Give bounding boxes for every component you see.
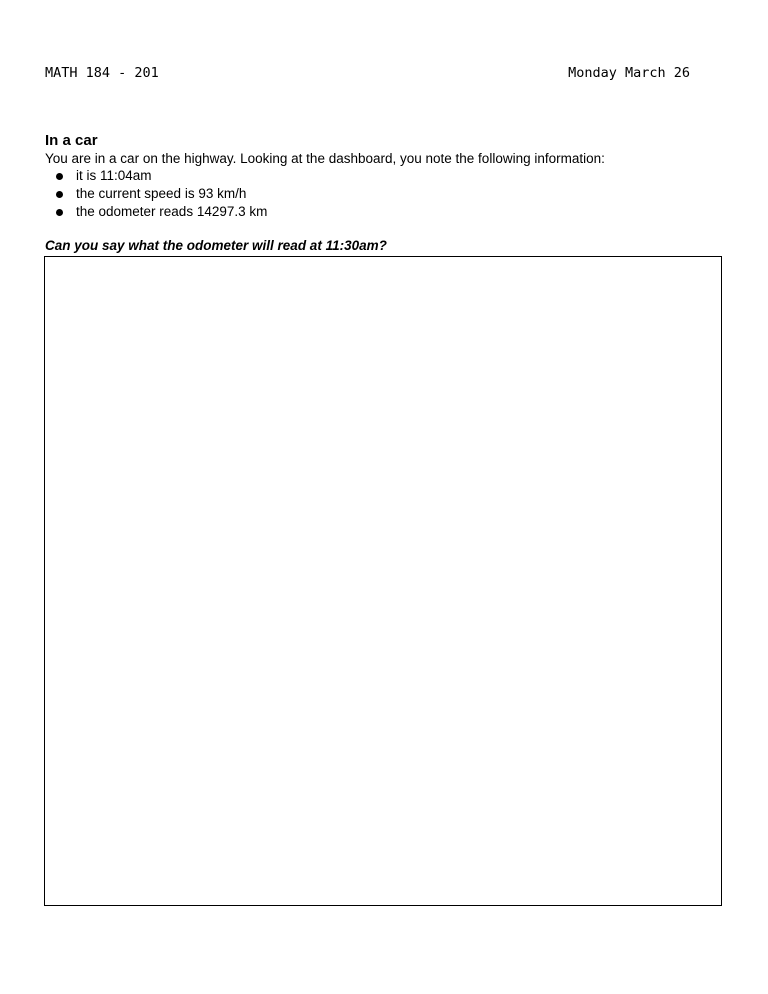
- list-item-text: the odometer reads 14297.3 km: [76, 204, 268, 219]
- date-label: Monday March 26: [568, 65, 690, 81]
- bullet-icon: [56, 209, 63, 216]
- bullet-icon: [56, 173, 63, 180]
- list-item: [45, 185, 267, 203]
- intro-text: You are in a car on the highway. Looking at the dashboard, you note the following information:: [45, 151, 605, 166]
- list-item: [45, 203, 267, 221]
- question-text: Can you say what the odometer will read at 11:30am?: [45, 238, 387, 253]
- answer-box[interactable]: [44, 256, 722, 906]
- list-item-text: the current speed is 93 km/h: [76, 186, 247, 201]
- section-title: In a car: [45, 132, 98, 149]
- course-label: MATH 184 - 201: [45, 65, 159, 81]
- list-item: [45, 167, 267, 185]
- bullet-icon: [56, 191, 63, 198]
- info-list: [45, 167, 267, 221]
- list-item-text: it is 11:04am: [76, 168, 152, 183]
